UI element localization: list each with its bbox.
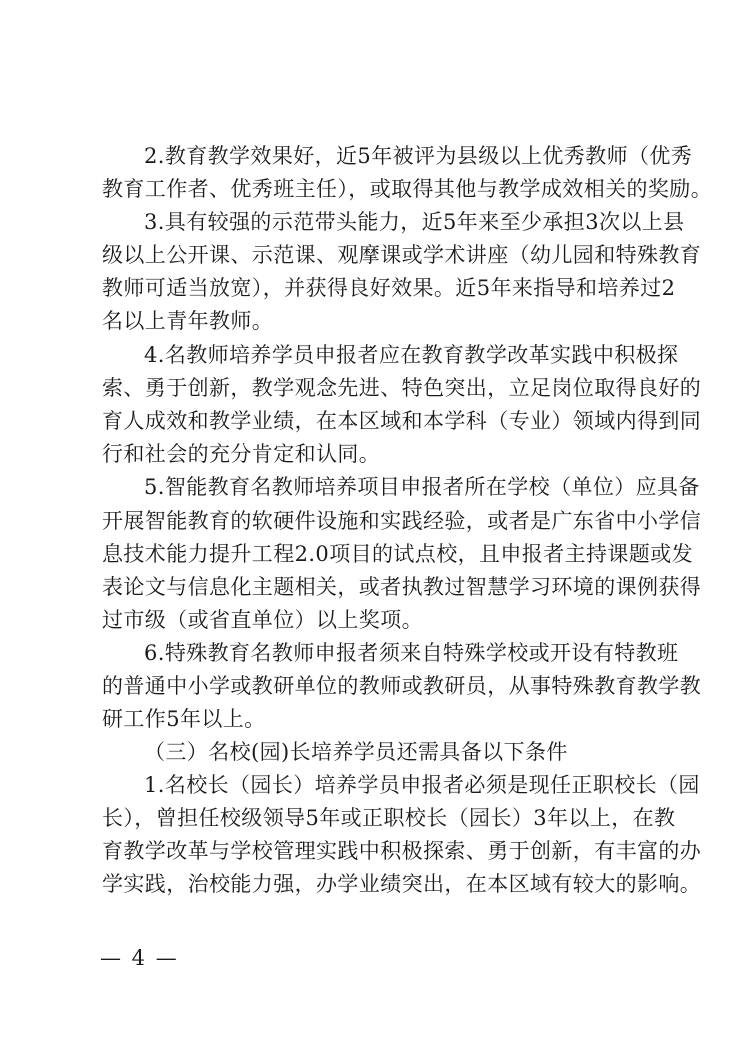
- paragraph-line: 过市级（或省直单位）以上奖项。: [102, 608, 423, 632]
- section-heading: （三）名校(园)长培养学员还需具备以下条件: [144, 740, 568, 764]
- paragraph-line: 2.教育教学效果好，近5年被评为县级以上优秀教师（优秀: [144, 144, 693, 168]
- paragraph-line: 5.智能教育名教师培养项目申报者所在学校（单位）应具备: [144, 475, 700, 499]
- paragraph-line: 长），曾担任校级领导5年或正职校长（园长）3年以上，在教: [102, 806, 676, 830]
- paragraph-line: 行和社会的充分肯定和认同。: [102, 442, 381, 466]
- paragraph-line: 3.具有较强的示范带头能力，近5年来至少承担3次以上县: [144, 210, 685, 234]
- paragraph-line: 教育工作者、优秀班主任），或取得其他与教学成效相关的奖励。: [102, 177, 713, 201]
- paragraph-line: 育人成效和教学业绩，在本区域和本学科（专业）领域内得到同: [102, 409, 702, 433]
- paragraph-line: 索、勇于创新，教学观念先进、特色突出，立足岗位取得良好的: [102, 376, 702, 400]
- paragraph-line: 学实践，治校能力强，办学业绩突出，在本区域有较大的影响。: [102, 872, 702, 896]
- paragraph-line: 级以上公开课、示范课、观摩课或学术讲座（幼儿园和特殊教育: [102, 243, 702, 267]
- paragraph-line: 开展智能教育的软硬件设施和实践经验，或者是广东省中小学信: [102, 509, 702, 533]
- paragraph-line: 息技术能力提升工程2.0项目的试点校，且申报者主持课题或发: [102, 542, 693, 566]
- paragraph-line: 的普通中小学或教研单位的教师或教研员，从事特殊教育教学教: [102, 674, 702, 698]
- paragraph-line: 1.名校长（园长）培养学员申报者必须是现任正职校长（园: [144, 773, 700, 797]
- paragraph-line: 名以上青年教师。: [102, 309, 274, 333]
- paragraph-line: 6.特殊教育名教师申报者须来自特殊学校或开设有特教班: [144, 641, 679, 665]
- paragraph-line: 教师可适当放宽），并获得良好效果。近5年来指导和培养过2: [102, 276, 676, 300]
- paragraph-line: 4.名教师培养学员申报者应在教育教学改革实践中积极探: [144, 343, 679, 367]
- page-number: — 4 —: [100, 946, 179, 970]
- paragraph-line: 育教学改革与学校管理实践中积极探索、勇于创新，有丰富的办: [102, 839, 702, 863]
- paragraph-line: 表论文与信息化主题相关，或者执教过智慧学习环境的课例获得: [102, 575, 702, 599]
- paragraph-line: 研工作5年以上。: [102, 707, 266, 731]
